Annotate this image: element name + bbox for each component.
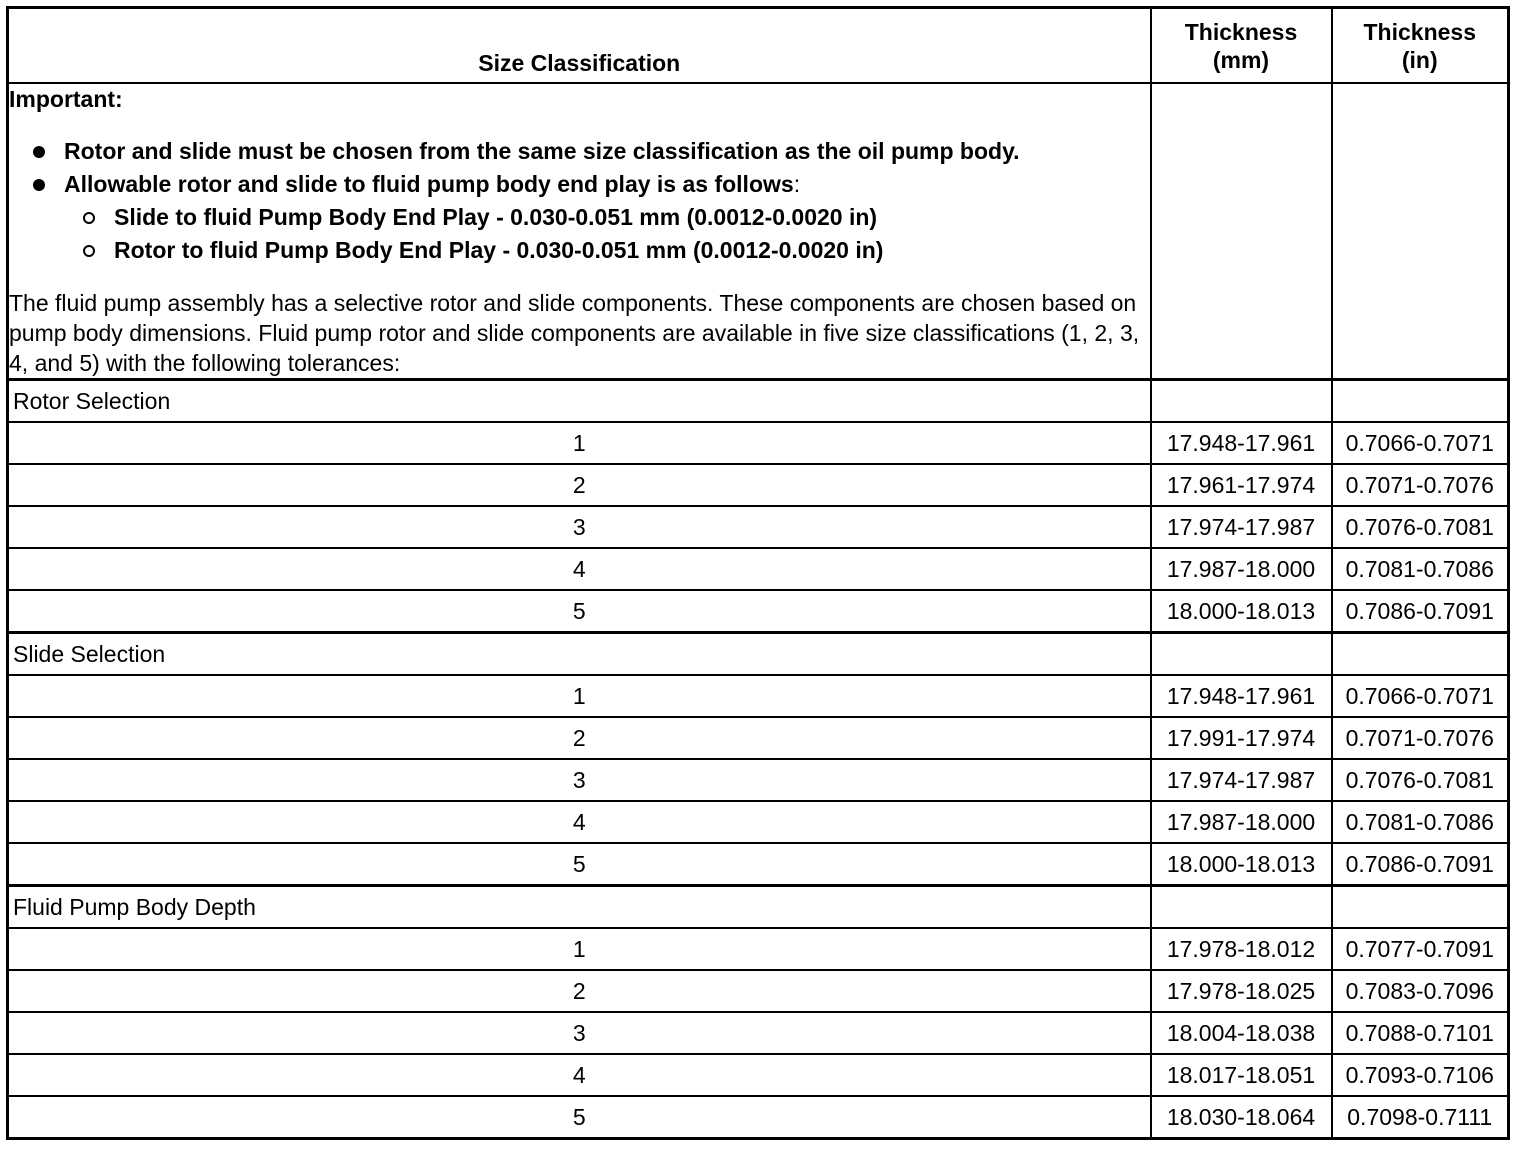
thickness-mm-cell: 17.948-17.961 <box>1151 422 1332 464</box>
thickness-in-cell: 0.7066-0.7071 <box>1332 422 1509 464</box>
bullet-colon: : <box>793 170 801 197</box>
table-row <box>8 506 1509 548</box>
size-classification-table <box>6 6 1510 1140</box>
table-row <box>8 1012 1509 1054</box>
thickness-mm-cell: 18.000-18.013 <box>1151 843 1332 886</box>
table-row <box>8 928 1509 970</box>
empty-cell <box>1151 633 1332 676</box>
thickness-mm-cell: 17.948-17.961 <box>1151 675 1332 717</box>
thickness-in-cell: 0.7081-0.7086 <box>1332 801 1509 843</box>
size-cell: 2 <box>8 717 1151 759</box>
description-paragraph: The fluid pump assembly has a selective rotor and slide components. These components are chosen based on pump body dimensions. Fluid pump rotor and slide components are available in five size classifications (1, 2, 3, 4, and 5) with the following tolerances: <box>9 289 1140 376</box>
bullet-text: Rotor and slide must be chosen from the same size classification as the oil pump body. <box>64 137 1020 164</box>
thickness-in-cell: 0.7066-0.7071 <box>1332 675 1509 717</box>
table-row <box>8 548 1509 590</box>
thickness-in-cell: 0.7086-0.7091 <box>1332 843 1509 886</box>
important-title: Important: <box>9 85 123 112</box>
important-bullet-end-play <box>29 170 1150 264</box>
section-rotor-selection <box>8 380 1509 423</box>
sub-bullet-slide-end-play <box>79 203 1150 231</box>
thickness-in-cell: 0.7098-0.7111 <box>1332 1096 1509 1139</box>
table-row <box>8 717 1509 759</box>
thickness-in-cell: 0.7083-0.7096 <box>1332 970 1509 1012</box>
table-row <box>8 1054 1509 1096</box>
empty-cell <box>1332 380 1509 423</box>
empty-cell <box>1151 83 1332 380</box>
header-thickness-in <box>1332 8 1509 84</box>
size-cell: 1 <box>8 928 1151 970</box>
size-cell: 4 <box>8 548 1151 590</box>
thickness-in-cell: 0.7071-0.7076 <box>1332 464 1509 506</box>
size-cell: 2 <box>8 464 1151 506</box>
thickness-in-cell: 0.7081-0.7086 <box>1332 548 1509 590</box>
size-cell: 1 <box>8 422 1151 464</box>
table-row <box>8 590 1509 633</box>
thickness-mm-cell: 18.004-18.038 <box>1151 1012 1332 1054</box>
thickness-in-cell: 0.7086-0.7091 <box>1332 590 1509 633</box>
thickness-in-cell: 0.7076-0.7081 <box>1332 506 1509 548</box>
bullet-text: Allowable rotor and slide to fluid pump body end play is as follows <box>64 170 794 197</box>
header-thickness-in-line2: (in) <box>1401 46 1438 73</box>
thickness-mm-cell: 17.961-17.974 <box>1151 464 1332 506</box>
size-cell: 5 <box>8 843 1151 886</box>
section-label: Fluid Pump Body Depth <box>8 886 1151 929</box>
thickness-mm-cell: 17.974-17.987 <box>1151 506 1332 548</box>
size-cell: 3 <box>8 506 1151 548</box>
table-row <box>8 1096 1509 1139</box>
thickness-mm-cell: 18.000-18.013 <box>1151 590 1332 633</box>
table-row <box>8 759 1509 801</box>
table-row <box>8 801 1509 843</box>
empty-cell <box>1332 886 1509 929</box>
empty-cell <box>1332 83 1509 380</box>
section-label: Rotor Selection <box>8 380 1151 423</box>
header-size-classification: Size Classification <box>8 8 1151 84</box>
thickness-in-cell: 0.7093-0.7106 <box>1332 1054 1509 1096</box>
thickness-mm-cell: 17.991-17.974 <box>1151 717 1332 759</box>
thickness-in-cell: 0.7071-0.7076 <box>1332 717 1509 759</box>
thickness-mm-cell: 17.974-17.987 <box>1151 759 1332 801</box>
thickness-in-cell: 0.7077-0.7091 <box>1332 928 1509 970</box>
header-thickness-mm-line2: (mm) <box>1212 46 1270 73</box>
size-cell: 4 <box>8 801 1151 843</box>
section-fluid-pump-body-depth <box>8 886 1509 929</box>
table-row <box>8 675 1509 717</box>
empty-cell <box>1151 380 1332 423</box>
header-thickness-mm <box>1151 8 1332 84</box>
thickness-mm-cell: 18.030-18.064 <box>1151 1096 1332 1139</box>
important-notice-row <box>8 83 1509 380</box>
header-row <box>8 8 1509 84</box>
table-row <box>8 970 1509 1012</box>
sub-bullet-rotor-end-play <box>79 236 1150 264</box>
table-row <box>8 422 1509 464</box>
size-cell: 5 <box>8 590 1151 633</box>
empty-cell <box>1332 633 1509 676</box>
header-thickness-in-line1: Thickness <box>1363 18 1476 45</box>
thickness-in-cell: 0.7076-0.7081 <box>1332 759 1509 801</box>
size-cell: 4 <box>8 1054 1151 1096</box>
thickness-mm-cell: 17.987-18.000 <box>1151 548 1332 590</box>
section-label: Slide Selection <box>8 633 1151 676</box>
section-slide-selection <box>8 633 1509 676</box>
thickness-mm-cell: 17.978-18.025 <box>1151 970 1332 1012</box>
size-cell: 3 <box>8 1012 1151 1054</box>
thickness-in-cell: 0.7088-0.7101 <box>1332 1012 1509 1054</box>
size-cell: 3 <box>8 759 1151 801</box>
sub-bullet-text: Rotor to fluid Pump Body End Play - 0.030-0.051 mm (0.0012-0.0020 in) <box>114 236 884 263</box>
important-bullet-same-size <box>29 137 1150 165</box>
thickness-mm-cell: 17.978-18.012 <box>1151 928 1332 970</box>
size-cell: 1 <box>8 675 1151 717</box>
sub-bullet-text: Slide to fluid Pump Body End Play - 0.030-0.051 mm (0.0012-0.0020 in) <box>114 203 878 230</box>
header-thickness-mm-line1: Thickness <box>1184 18 1298 45</box>
size-cell: 5 <box>8 1096 1151 1139</box>
important-bullets <box>9 137 1150 264</box>
end-play-sublist <box>64 203 1150 264</box>
important-notice <box>8 83 1151 380</box>
table-row <box>8 464 1509 506</box>
table-row <box>8 843 1509 886</box>
thickness-mm-cell: 17.987-18.000 <box>1151 801 1332 843</box>
thickness-mm-cell: 18.017-18.051 <box>1151 1054 1332 1096</box>
size-cell: 2 <box>8 970 1151 1012</box>
empty-cell <box>1151 886 1332 929</box>
